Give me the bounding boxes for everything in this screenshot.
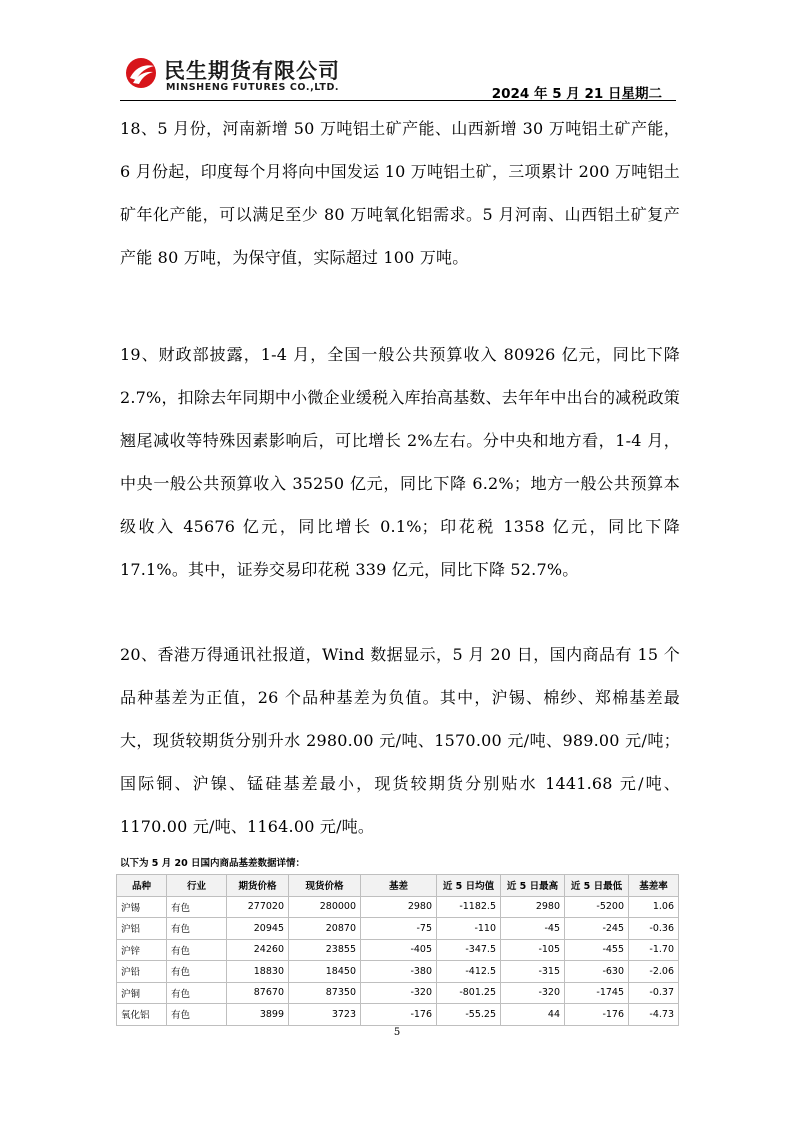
col-header-industry: 行业	[167, 875, 227, 897]
cell-5day-low: -630	[565, 961, 629, 983]
cell-variety: 沪锡	[117, 896, 167, 918]
cell-basis: -176	[361, 1004, 437, 1026]
cell-basis: -380	[361, 961, 437, 983]
cell-basis-rate: -1.70	[629, 939, 679, 961]
page-header	[120, 52, 676, 102]
cell-5day-low: -5200	[565, 896, 629, 918]
cell-industry: 有色	[167, 896, 227, 918]
news-item-20: 20、香港万得通讯社报道，Wind 数据显示，5 月 20 日，国内商品有 15 个品种基差为正值，26 个品种基差为负值。其中，沪锡、棉纱、郑棉基差最大，现货较期货分别升水 2980.00 元/吨、1570.00 元/吨、989.00 元/吨；国际铜、沪镍、锰硅基差最小，现货较期货分别贴水 1441.68 元/吨、1170.00 元/吨、1164.00 元/吨。	[120, 645, 680, 836]
cell-variety: 沪铜	[117, 982, 167, 1004]
table-header-row	[117, 875, 679, 897]
table-caption: 以下为 5 月 20 日国内商品基差数据详情：	[120, 858, 306, 869]
cell-5day-avg: -1182.5	[437, 896, 501, 918]
company-name-cn: 民生期货有限公司	[164, 59, 340, 83]
cell-5day-avg: -801.25	[437, 982, 501, 1004]
col-header-5day-low: 近 5 日最低	[565, 875, 629, 897]
cell-variety: 沪铅	[117, 961, 167, 983]
company-name-en: MINSHENG FUTURES CO.,LTD.	[166, 82, 340, 93]
cell-variety: 沪铝	[117, 918, 167, 940]
cell-industry: 有色	[167, 939, 227, 961]
cell-5day-low: -176	[565, 1004, 629, 1026]
table-row	[117, 1004, 679, 1026]
cell-futures-price: 277020	[227, 896, 289, 918]
cell-5day-low: -245	[565, 918, 629, 940]
table-row	[117, 939, 679, 961]
col-header-5day-avg: 近 5 日均值	[437, 875, 501, 897]
cell-basis-rate: -2.06	[629, 961, 679, 983]
report-date: 2024 年 5 月 21 日星期二	[491, 86, 662, 102]
basis-data-table	[116, 874, 679, 1026]
cell-basis-rate: -0.36	[629, 918, 679, 940]
col-header-basis-rate: 基差率	[629, 875, 679, 897]
cell-5day-high: -45	[501, 918, 565, 940]
table-row	[117, 918, 679, 940]
cell-variety: 氧化铝	[117, 1004, 167, 1026]
col-header-basis: 基差	[361, 875, 437, 897]
cell-basis-rate: -4.73	[629, 1004, 679, 1026]
cell-5day-high: 44	[501, 1004, 565, 1026]
col-header-variety: 品种	[117, 875, 167, 897]
cell-variety: 沪锌	[117, 939, 167, 961]
cell-5day-high: 2980	[501, 896, 565, 918]
cell-basis-rate: -0.37	[629, 982, 679, 1004]
cell-5day-high: -105	[501, 939, 565, 961]
cell-basis: -75	[361, 918, 437, 940]
cell-spot-price: 3723	[289, 1004, 361, 1026]
cell-5day-low: -455	[565, 939, 629, 961]
cell-futures-price: 18830	[227, 961, 289, 983]
cell-futures-price: 20945	[227, 918, 289, 940]
cell-futures-price: 24260	[227, 939, 289, 961]
page-number: 5	[393, 1027, 401, 1038]
cell-industry: 有色	[167, 1004, 227, 1026]
cell-basis: -405	[361, 939, 437, 961]
news-item-19: 19、财政部披露，1-4 月，全国一般公共预算收入 80926 亿元，同比下降 2.7%，扣除去年同期中小微企业缓税入库抬高基数、去年年中出台的减税政策翘尾减收等特殊因素影响后，可比增长 2%左右。分中央和地方看，1-4 月，中央一般公共预算收入 35250 亿元，同比下降 6.2%；地方一般公共预算本级收入 45676 亿元，同比增长 0.1%；印花税 1358 亿元，同比下降 17.1%。其中，证券交易印花税 339 亿元，同比下降 52.7%。	[120, 345, 680, 579]
table-row	[117, 896, 679, 918]
news-item-18: 18、5 月份，河南新增 50 万吨铝土矿产能、山西新增 30 万吨铝土矿产能，6 月份起，印度每个月将向中国发运 10 万吨铝土矿，三项累计 200 万吨铝土矿年化产能，可以满足至少 80 万吨氧化铝需求。5 月河南、山西铝土矿复产产能 80 万吨，为保守值，实际超过 100 万吨。	[120, 119, 680, 267]
cell-5day-avg: -347.5	[437, 939, 501, 961]
col-header-spot-price: 现货价格	[289, 875, 361, 897]
cell-industry: 有色	[167, 918, 227, 940]
table-row	[117, 982, 679, 1004]
cell-basis: 2980	[361, 896, 437, 918]
cell-futures-price: 3899	[227, 1004, 289, 1026]
cell-spot-price: 23855	[289, 939, 361, 961]
table-row	[117, 961, 679, 983]
col-header-5day-high: 近 5 日最高	[501, 875, 565, 897]
cell-futures-price: 87670	[227, 982, 289, 1004]
cell-basis-rate: 1.06	[629, 896, 679, 918]
cell-spot-price: 87350	[289, 982, 361, 1004]
cell-industry: 有色	[167, 982, 227, 1004]
cell-spot-price: 20870	[289, 918, 361, 940]
col-header-futures-price: 期货价格	[227, 875, 289, 897]
cell-industry: 有色	[167, 961, 227, 983]
cell-spot-price: 280000	[289, 896, 361, 918]
cell-5day-avg: -55.25	[437, 1004, 501, 1026]
header-divider	[120, 100, 676, 101]
cell-5day-low: -1745	[565, 982, 629, 1004]
cell-5day-high: -320	[501, 982, 565, 1004]
cell-5day-high: -315	[501, 961, 565, 983]
cell-spot-price: 18450	[289, 961, 361, 983]
cell-5day-avg: -110	[437, 918, 501, 940]
cell-5day-avg: -412.5	[437, 961, 501, 983]
minsheng-logo-icon	[124, 56, 158, 90]
cell-basis: -320	[361, 982, 437, 1004]
